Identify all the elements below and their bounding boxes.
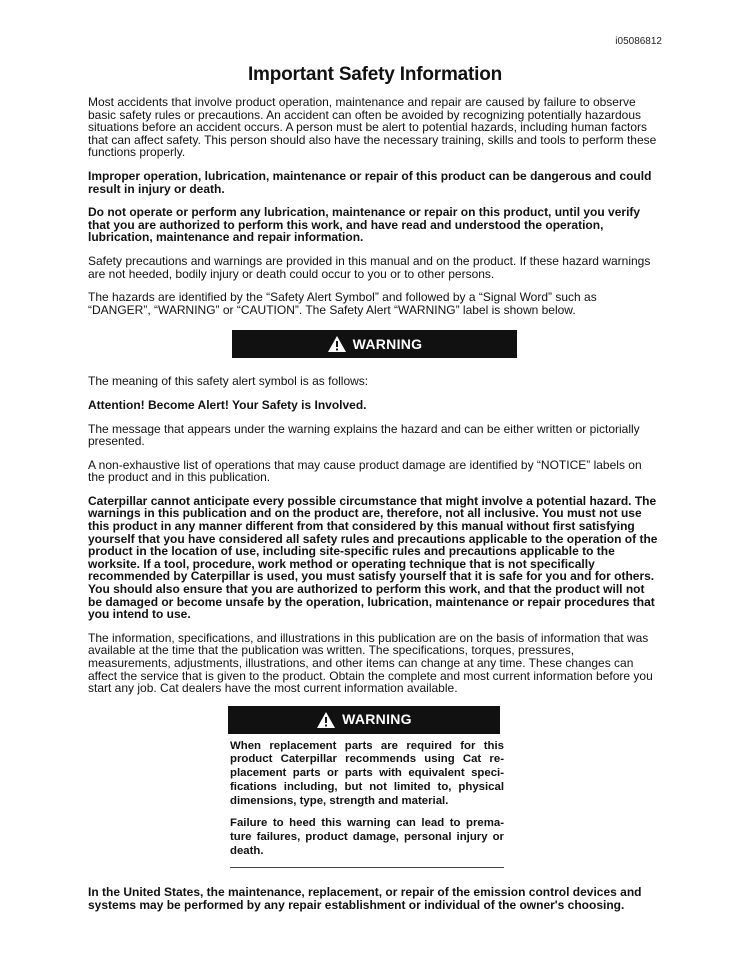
warning-box-body (230, 740, 504, 859)
page-title: Important Safety Information (247, 64, 503, 85)
intro-paragraph: Do not operate or perform any lubrication, maintenance or repair on this product, until you verify that you are authorized to perform this work, and have read and understood the operation, lubrication, maintenance and repair information. (88, 205, 641, 245)
warning-box-text-1: When replacement parts are required for this product Caterpillar recommends using Cat re-placement parts or parts with equivalent speci-fications including, but not limited to, physical dimensions, type, strength and material. (230, 739, 504, 807)
intro-section (88, 96, 660, 316)
warning-label-text: WARNING (352, 336, 423, 353)
warning-triangle-icon (327, 335, 347, 353)
body-paragraph: A non-exhaustive list of operations that may cause product damage are identified by “NOTICE” labels on the product and in this publication. (88, 457, 642, 485)
warning-box-divider (230, 867, 504, 868)
body-paragraph: The meaning of this safety alert symbol is as follows: (88, 374, 369, 389)
warning-box-banner (228, 706, 500, 734)
warning-box-text-2: Failure to heed this warning can lead to prema-ture failures, product damage, personal injury or death. (230, 817, 504, 857)
intro-paragraph: Safety precautions and warnings are provided in this manual and on the product. If these hazard warnings are not heeded, bodily injury or death could occur to you or to other persons. (88, 253, 651, 281)
document-body (88, 96, 660, 923)
warning-box-label: WARNING (342, 711, 412, 728)
emission-control-paragraph: In the United States, the maintenance, replacement, or repair of the emission control devices and systems may be performed by any repair establishment or individual of the owner's choosing. (88, 885, 642, 912)
body-paragraph: Attention! Become Alert! Your Safety is Involved. (88, 397, 367, 412)
body-paragraph: Caterpillar cannot anticipate every possible circumstance that might involve a potential hazard. The warnings in this publication and on the product are, therefore, not all inclusive. You must not use this product in any manner different from that considered by this manual without first satisfying yourself that you have considered all safety rules and precautions applicable to the operation of the product in the location of use, including site-specific rules and precautions applicable to the worksite. If a tool, procedure, work method or operating technique that is not specifically recommended by Caterpillar is used, you must satisfy yourself that it is safe for you and for others. You should also ensure that you are authorized to perform this work, and that the product will not be damaged or become unsafe by the operation, lubrication, maintenance or repair procedures that you intend to use. (88, 493, 658, 622)
body-paragraph: The message that appears under the warning explains the hazard and can be either written or pictorially presented. (88, 421, 640, 449)
intro-paragraph: Improper operation, lubrication, maintenance or repair of this product can be dangerous and could result in injury or death. (88, 168, 652, 196)
intro-paragraph: The hazards are identified by the “Safety Alert Symbol” and followed by a “Signal Word” such as “DANGER”, “WARNING” or “CAUTION”. The Safety Alert “WARNING” label is shown below. (88, 290, 597, 317)
middle-section (88, 375, 660, 694)
warning-triangle-icon (316, 711, 336, 729)
document-id: i05086812 (615, 36, 662, 47)
warning-label-banner (232, 330, 517, 358)
intro-paragraph: Most accidents that involve product operation, maintenance and repair are caused by failure to observe basic safety rules or precautions. An accident can often be avoided by recognizing potentially hazardous situations before an accident occurs. A person must be alert to potential hazards, including human factors that can affect safety. This person should also have the necessary training, skills and tools to perform these functions properly. (88, 95, 657, 160)
body-paragraph: The information, specifications, and illustrations in this publication are on the basis of information that was available at the time that the publication was written. The specifications, torques, pressures, measurements, adjustments, illustrations, and other items can change at any time. These changes can affect the service that is given to the product. Obtain the complete and most current information before you start any job. Cat dealers have the most current information available. (88, 630, 653, 696)
